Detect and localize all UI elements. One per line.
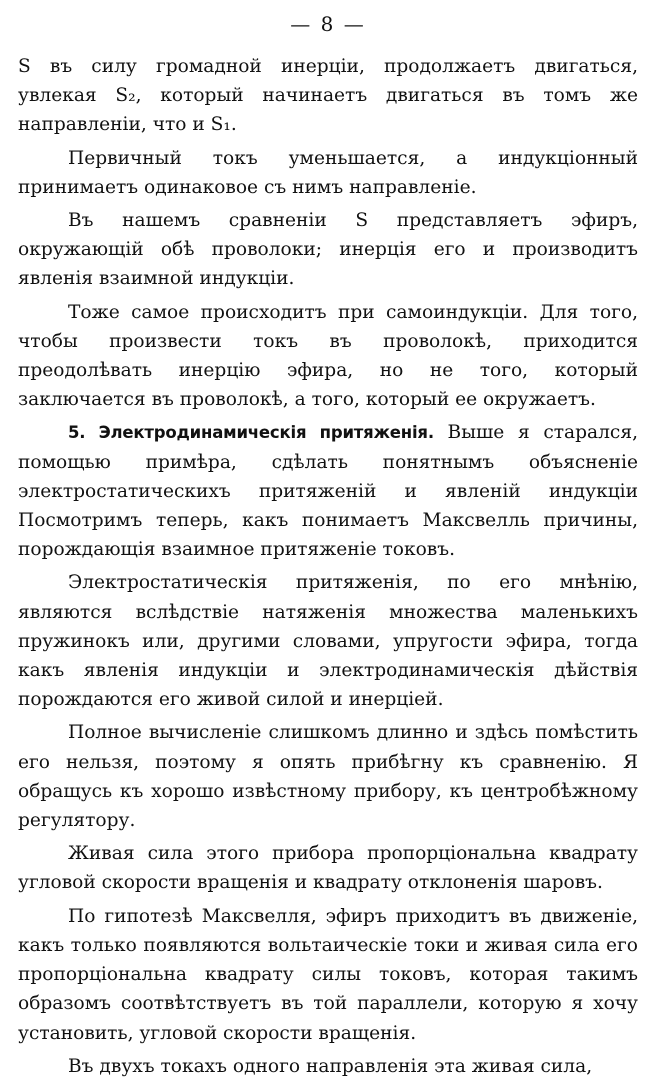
section-body: Выше я старался, помощью примѣра, сдѣлать понятнымъ объясненіе электростатическихъ притяженій и явленій индукціи Посмотримъ теперь, какъ понимаетъ Максвелль причины, порождающія взаимное притяженіе токовъ. xyxy=(18,422,638,561)
paragraph-1: S въ силу громадной инерціи, продолжаетъ двигаться, увлекая S₂, который начинаетъ двигаться въ томъ же направленіи, что и S₁. xyxy=(18,56,638,136)
paragraph-7: Полное вычисленіе слишкомъ длинно и здѣсь помѣстить его нельзя, поэтому я опять прибѣгну къ сравненію. Я обращусь къ хорошо извѣстному прибору, къ центробѣжному регулятору. xyxy=(18,722,638,832)
paragraph-5-section xyxy=(18,418,638,564)
paragraph-4: Тоже самое происходитъ при самоиндукціи. Для того, чтобы произвести токъ въ проволокѣ, приходится преодолѣвать инерцію эфира, но не того, который заключается въ проволокѣ, а того, который ее окружаетъ. xyxy=(18,301,638,411)
section-heading: 5. Электродинамическія притяженія. xyxy=(68,423,434,443)
paragraph-3: Въ нашемъ сравненіи S представляетъ эфиръ, окружающій обѣ проволоки; инерція его и производитъ явленія взаимной индукціи. xyxy=(18,210,638,290)
paragraph-2: Первичный токъ уменьшается, а индукціонный принимаетъ одинаковое съ нимъ направленіе. xyxy=(18,147,638,198)
paragraph-9: По гипотезѣ Максвелля, эфиръ приходитъ въ движеніе, какъ только появляются вольтаическіе токи и живая сила его пропорціональна квадрату силы токовъ, которая такимъ образомъ соотвѣтствуетъ въ той параллели, которую я хочу установить, угловой скорости вращенія. xyxy=(18,905,638,1044)
page-number: — 8 — xyxy=(290,12,366,36)
paragraph-6: Электростатическія притяженія, по его мнѣнію, являются вслѣдствіе натяженія множества маленькихъ пружинокъ или, другими словами, упругости эфира, тогда какъ явленія индукціи и электродинамическія дѣйствія порождаются его живой силой и инерціей. xyxy=(18,572,638,711)
paragraph-8: Живая сила этого прибора пропорціональна квадрату угловой скорости вращенія и квадрату отклоненія шаровъ. xyxy=(18,843,638,894)
paragraph-10: Въ двухъ токахъ одного направленія эта живая сила, xyxy=(68,1055,593,1077)
